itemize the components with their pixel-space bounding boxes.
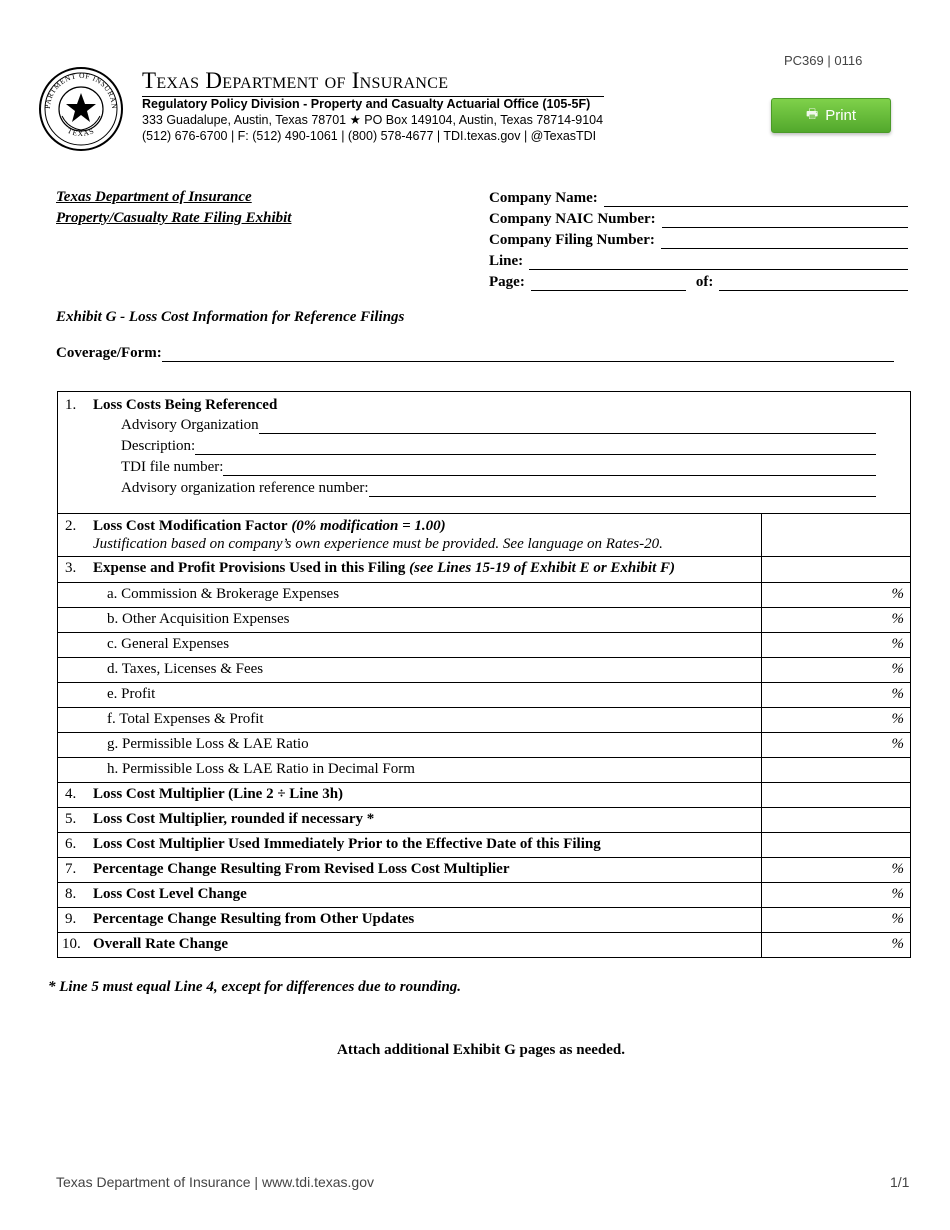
- row-expense-profit-header: [58, 557, 910, 583]
- company-naic-label: Company NAIC Number:: [489, 211, 656, 227]
- advisory-ref-number-input[interactable]: [369, 482, 876, 497]
- value-input[interactable]: [762, 733, 910, 757]
- address-line: 333 Guadalupe, Austin, Texas 78701 ★ PO Box 149104, Austin, Texas 78714-9104: [142, 113, 604, 127]
- tdi-file-number-input[interactable]: [223, 461, 876, 476]
- company-filing-field: [489, 230, 908, 249]
- row-label: Loss Cost Multiplier Used Immediately Prior to the Effective Date of this Filing: [93, 836, 601, 852]
- page-label: Page:: [489, 274, 525, 290]
- row-label: Loss Cost Multiplier (Line 2 ÷ Line 3h): [93, 786, 344, 802]
- row-number: 9.: [65, 911, 77, 927]
- section-number: 1.: [65, 397, 77, 413]
- main-row: [58, 783, 910, 808]
- company-name-label: Company Name:: [489, 190, 598, 206]
- main-row: [58, 808, 910, 833]
- value-input[interactable]: [762, 658, 910, 682]
- main-row: [58, 883, 910, 908]
- footer-agency: Texas Department of Insurance | www.tdi.texas.gov: [56, 1174, 375, 1190]
- value-input[interactable]: [762, 933, 910, 957]
- main-row: [58, 933, 910, 957]
- expense-sub-row: [58, 658, 910, 683]
- percent-unit: %: [891, 936, 904, 952]
- company-filing-input[interactable]: [661, 232, 908, 249]
- svg-text:TEXAS: [66, 126, 96, 138]
- exhibit-type-title: Property/Casualty Rate Filing Exhibit: [56, 210, 292, 226]
- value-input[interactable]: [762, 833, 910, 857]
- print-button-label: Print: [825, 107, 857, 124]
- page-input[interactable]: [531, 274, 686, 291]
- expense-sub-row: [58, 708, 910, 733]
- row-label-note: (see Lines 15-19 of Exhibit E or Exhibit F): [409, 560, 676, 576]
- seal-text-bottom: TEXAS: [66, 126, 96, 139]
- description-field: [121, 438, 876, 455]
- attach-pages-note: Attach additional Exhibit G pages as needed.: [337, 1042, 625, 1058]
- row-label: Overall Rate Change: [93, 936, 228, 952]
- expense-sub-row: [58, 633, 910, 658]
- row-label: g. Permissible Loss & LAE Ratio: [107, 736, 309, 752]
- value-input[interactable]: [762, 583, 910, 607]
- value-input[interactable]: [762, 908, 910, 932]
- row-number: 8.: [65, 886, 77, 902]
- advisory-org-input[interactable]: [259, 419, 876, 434]
- company-naic-field: [489, 209, 908, 228]
- row-label: Expense and Profit Provisions Used in this Filing: [93, 560, 406, 576]
- percent-unit: %: [891, 911, 904, 927]
- row-label: Percentage Change Resulting From Revised Loss Cost Multiplier: [93, 861, 510, 877]
- company-naic-input[interactable]: [662, 211, 908, 228]
- tdi-file-number-label: TDI file number:: [121, 459, 224, 475]
- contact-line: (512) 676-6700 | F: (512) 490-1061 | (800) 578-4677 | TDI.texas.gov | @TexasTDI: [142, 129, 597, 143]
- of-label: of:: [695, 274, 714, 290]
- row-number: 10.: [62, 936, 81, 952]
- page-of-input[interactable]: [719, 274, 908, 291]
- line-label: Line:: [489, 253, 524, 269]
- percent-unit: %: [891, 611, 904, 627]
- expense-sub-row: [58, 683, 910, 708]
- row-label: f. Total Expenses & Profit: [107, 711, 264, 727]
- agency-title: Texas Department of Insurance: [142, 68, 604, 97]
- company-name-input[interactable]: [604, 190, 908, 207]
- line-input[interactable]: [529, 253, 908, 270]
- value-input[interactable]: [762, 858, 910, 882]
- row-label: h. Permissible Loss & LAE Ratio in Decimal Form: [107, 761, 415, 777]
- expense-sub-row: [58, 758, 910, 783]
- company-filing-label: Company Filing Number:: [489, 232, 655, 248]
- section-loss-costs-referenced: [58, 392, 910, 514]
- value-input[interactable]: [762, 683, 910, 707]
- rounding-footnote: * Line 5 must equal Line 4, except for differences due to rounding.: [48, 979, 462, 995]
- modification-factor-input[interactable]: [762, 514, 910, 556]
- row-label-note: (0% modification = 1.00): [291, 518, 446, 534]
- value-input[interactable]: [762, 708, 910, 732]
- percent-unit: %: [891, 886, 904, 902]
- line-field: [489, 251, 908, 270]
- coverage-form-label: Coverage/Form:: [56, 345, 162, 361]
- exhibit-source-title: Texas Department of Insurance: [56, 189, 252, 205]
- expense-sub-row: [58, 733, 910, 758]
- expense-sub-row: [58, 583, 910, 608]
- description-label: Description:: [121, 438, 196, 454]
- advisory-org-field: [121, 417, 876, 434]
- seal-text-top: PARTMENT OF INSURAN: [42, 70, 120, 110]
- value-input[interactable]: [762, 633, 910, 657]
- page-field: [489, 272, 908, 291]
- section-title: Loss Costs Being Referenced: [93, 397, 278, 413]
- row-label: c. General Expenses: [107, 636, 230, 652]
- advisory-ref-number-field: [121, 480, 876, 497]
- row-label: b. Other Acquisition Expenses: [107, 611, 290, 627]
- row-label: d. Taxes, Licenses & Fees: [107, 661, 264, 677]
- loss-cost-table: [57, 391, 911, 958]
- print-button[interactable]: [771, 98, 891, 133]
- percent-unit: %: [891, 711, 904, 727]
- percent-unit: %: [891, 736, 904, 752]
- main-row: [58, 858, 910, 883]
- percent-unit: %: [891, 686, 904, 702]
- percent-unit: %: [891, 636, 904, 652]
- footer-page-count: 1/1: [890, 1174, 910, 1190]
- row-modification-factor: [58, 514, 910, 557]
- value-input[interactable]: [762, 883, 910, 907]
- coverage-form-field: [56, 345, 894, 362]
- percent-unit: %: [891, 586, 904, 602]
- tdi-seal-logo: [38, 66, 124, 152]
- row-number: 3.: [65, 560, 77, 576]
- seal-icon: [38, 66, 124, 152]
- tdi-file-number-field: [121, 459, 876, 476]
- value-input[interactable]: [762, 608, 910, 632]
- row-number: 6.: [65, 836, 77, 852]
- advisory-ref-number-label: Advisory organization reference number:: [121, 480, 369, 496]
- row-label: a. Commission & Brokerage Expenses: [107, 586, 340, 602]
- row-label: Loss Cost Multiplier, rounded if necessary *: [93, 811, 375, 827]
- value-input[interactable]: [762, 783, 910, 807]
- row-label: Percentage Change Resulting from Other Updates: [93, 911, 415, 927]
- expense-sub-row: [58, 608, 910, 633]
- row-label: Loss Cost Level Change: [93, 886, 247, 902]
- row-label: Loss Cost Modification Factor: [93, 518, 288, 534]
- row-number: 5.: [65, 811, 77, 827]
- advisory-org-label: Advisory Organization: [121, 417, 259, 433]
- row-justification-note: Justification based on company’s own experience must be provided. See language on Rates-20.: [93, 536, 663, 552]
- percent-unit: %: [891, 861, 904, 877]
- description-input[interactable]: [195, 440, 876, 455]
- exhibit-title: Exhibit G - Loss Cost Information for Reference Filings: [56, 309, 405, 325]
- company-name-field: [489, 188, 908, 207]
- coverage-form-input[interactable]: [162, 345, 894, 362]
- percent-unit: %: [891, 661, 904, 677]
- division-line: Regulatory Policy Division - Property and Casualty Actuarial Office (105-5F): [142, 97, 591, 111]
- row-number: 2.: [65, 518, 77, 534]
- row-label: e. Profit: [107, 686, 156, 702]
- main-row: [58, 833, 910, 858]
- row-number: 4.: [65, 786, 77, 802]
- main-row: [58, 908, 910, 933]
- form-id: PC369 | 0116: [784, 53, 863, 68]
- value-input[interactable]: [762, 808, 910, 832]
- printer-icon: 🖶: [805, 105, 819, 121]
- value-input[interactable]: [762, 758, 910, 782]
- row-number: 7.: [65, 861, 77, 877]
